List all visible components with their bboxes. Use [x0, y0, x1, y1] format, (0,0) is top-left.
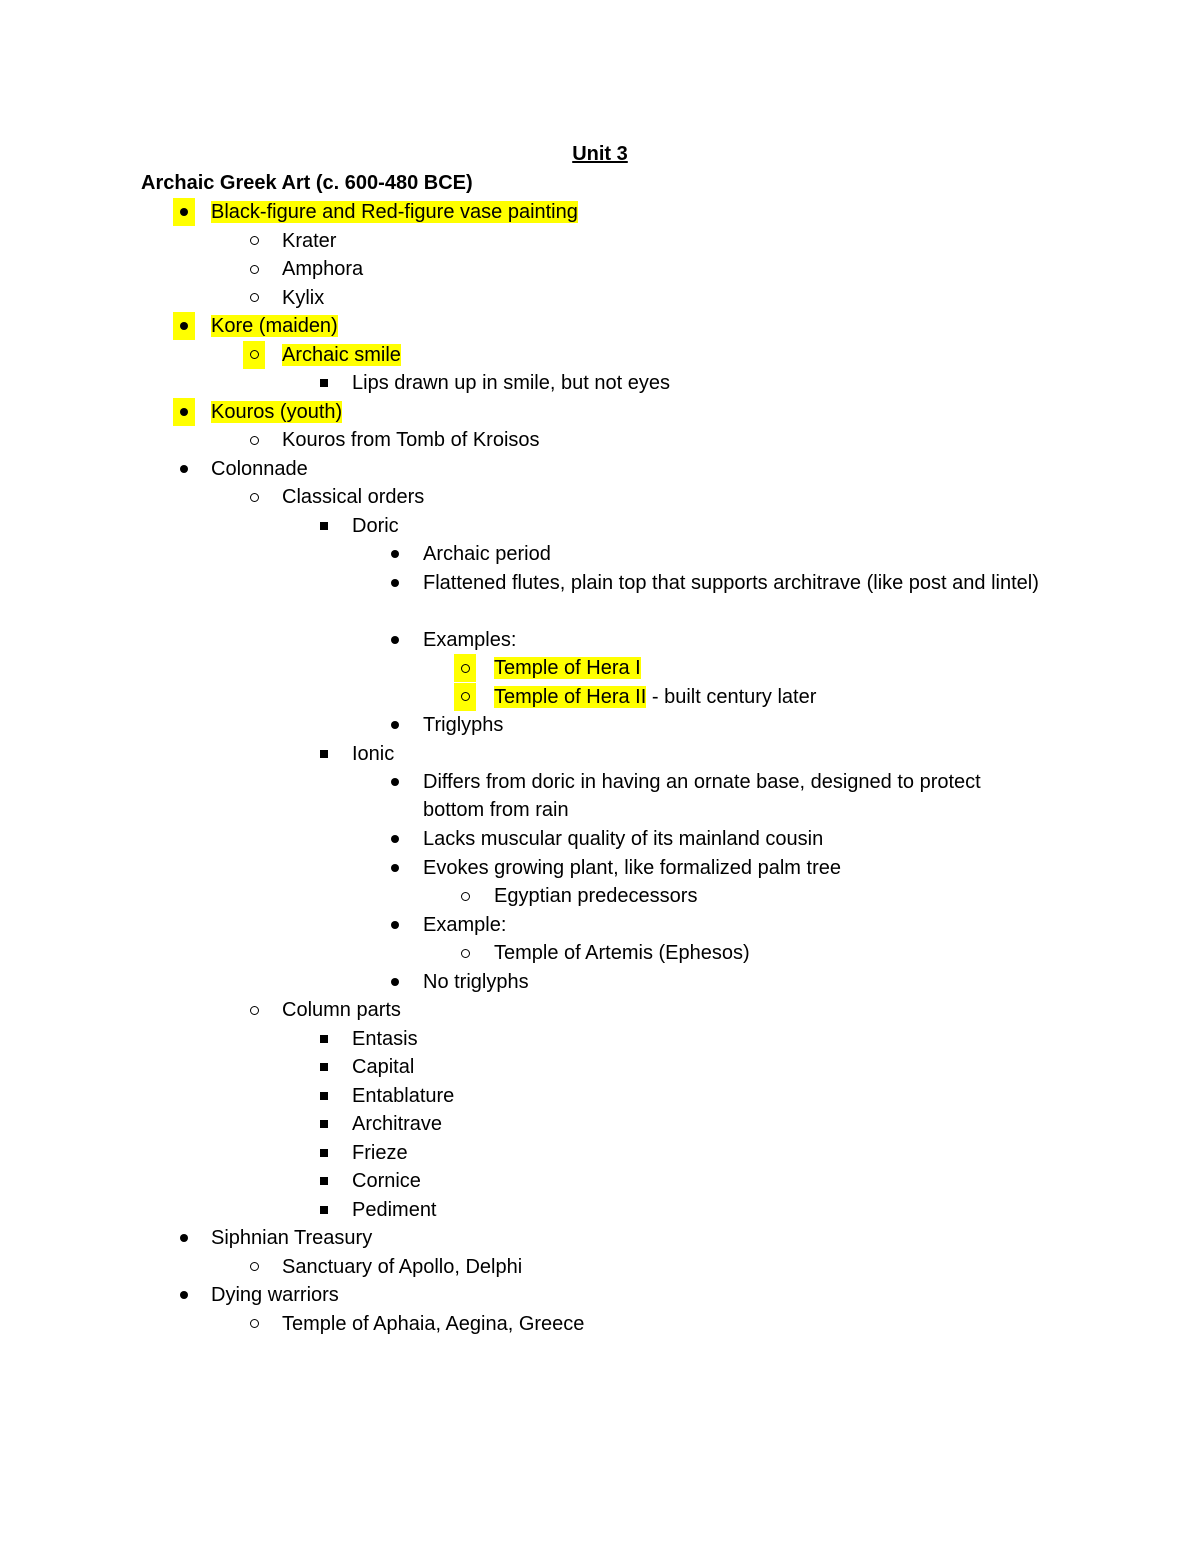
list-item-text — [282, 1310, 584, 1338]
list-item-label: Kouros from Tomb of Kroisos — [282, 429, 540, 451]
square-bullet-icon — [316, 1167, 332, 1195]
list-item-text — [282, 227, 336, 255]
list-item-label: Amphora — [282, 258, 364, 280]
list-item-text — [423, 911, 506, 939]
disc-bullet-icon — [387, 968, 403, 996]
circle-bullet-icon — [246, 1310, 262, 1338]
list-item-label: Entablature — [352, 1084, 455, 1107]
list-item — [0, 683, 1200, 712]
list-item-text — [211, 198, 578, 226]
list-item — [0, 1082, 1200, 1111]
list-item-text — [352, 1196, 437, 1224]
circle-bullet-icon — [457, 882, 473, 910]
list-item — [0, 939, 1200, 968]
list-item-text — [352, 1110, 442, 1138]
square-bullet-icon — [316, 1053, 332, 1081]
list-item-text — [282, 426, 540, 454]
list-item-label: No triglyphs — [423, 970, 529, 993]
list-item — [0, 1053, 1200, 1082]
list-item-text — [423, 569, 1040, 597]
list-item — [0, 455, 1200, 484]
list-item-label: Egyptian predecessors — [494, 885, 698, 907]
list-item — [0, 483, 1200, 512]
list-item-label: Temple of Hera I — [494, 657, 641, 679]
list-item-text — [494, 683, 816, 711]
list-item-text — [282, 284, 324, 312]
disc-bullet-icon — [176, 1281, 192, 1309]
list-item-label: Krater — [282, 229, 337, 252]
list-item — [0, 882, 1200, 911]
list-item-text — [282, 255, 363, 283]
list-item-text — [211, 455, 308, 483]
list-item-label: Temple of Hera II — [494, 685, 647, 708]
list-item-label: Flattened flutes, plain top that supports architrave (like post and lintel) — [423, 571, 1039, 594]
list-item-text — [423, 540, 551, 568]
list-item-text — [423, 825, 823, 853]
circle-bullet-icon — [457, 939, 473, 967]
list-item-text — [282, 1253, 522, 1281]
circle-bullet-icon — [246, 284, 262, 312]
list-item-label: Example: — [423, 913, 507, 936]
square-bullet-icon — [316, 1082, 332, 1110]
list-item-label: Sanctuary of Apollo, Delphi — [282, 1255, 523, 1278]
list-item-label: Doric — [352, 514, 399, 537]
list-item-label: Frieze — [352, 1141, 408, 1164]
list-item — [0, 569, 1200, 626]
list-item — [0, 1224, 1200, 1253]
disc-bullet-icon — [387, 768, 403, 796]
list-item — [0, 911, 1200, 940]
list-item — [0, 654, 1200, 683]
list-item-label: Kouros (youth) — [211, 400, 343, 423]
list-item — [0, 768, 1200, 825]
list-item-label: Column parts — [282, 999, 401, 1021]
disc-bullet-icon — [173, 198, 195, 226]
list-item-text — [282, 996, 401, 1024]
circle-bullet-icon — [243, 341, 265, 369]
circle-bullet-icon — [246, 426, 262, 454]
list-item-text — [211, 1224, 372, 1252]
list-item-suffix: - built century later — [646, 685, 817, 708]
list-item-text — [423, 626, 516, 654]
list-item-text — [494, 882, 697, 910]
list-item-label: Archaic period — [423, 543, 551, 565]
list-item-text — [352, 512, 399, 540]
list-item-label: Capital — [352, 1056, 415, 1078]
disc-bullet-icon — [173, 398, 195, 426]
list-item-text — [352, 1139, 408, 1167]
circle-bullet-icon — [246, 483, 262, 511]
list-item-text — [282, 341, 401, 369]
list-item-text — [352, 1053, 414, 1081]
list-item-label: Architrave — [352, 1113, 443, 1135]
list-item — [0, 996, 1200, 1025]
list-item — [0, 711, 1200, 740]
page-title: Unit 3 — [572, 143, 628, 165]
list-item-label: Dying warriors — [211, 1284, 339, 1306]
square-bullet-icon — [316, 1110, 332, 1138]
disc-bullet-icon — [387, 711, 403, 739]
square-bullet-icon — [316, 1196, 332, 1224]
circle-bullet-icon — [454, 654, 476, 682]
list-item — [0, 854, 1200, 883]
list-item — [0, 284, 1200, 313]
list-item — [0, 1281, 1200, 1310]
square-bullet-icon — [316, 512, 332, 540]
circle-bullet-icon — [454, 683, 476, 711]
list-item-text — [494, 939, 750, 967]
list-item — [0, 398, 1200, 427]
list-item-text — [352, 740, 394, 768]
list-item-label: Cornice — [352, 1170, 421, 1192]
list-item-label: Examples: — [423, 628, 517, 651]
list-item-label: Evokes growing plant, like formalized palm tree — [423, 856, 841, 879]
list-item-text — [423, 768, 1040, 824]
list-item-text — [494, 654, 641, 682]
list-item-text — [352, 1082, 454, 1110]
list-item — [0, 825, 1200, 854]
list-item — [0, 1167, 1200, 1196]
list-item-label: Kylix — [282, 286, 325, 309]
section-heading: Archaic Greek Art (c. 600-480 BCE) — [141, 172, 473, 194]
list-item-text — [352, 1167, 421, 1195]
list-item — [0, 227, 1200, 256]
list-item-label: Siphnian Treasury — [211, 1227, 373, 1249]
list-item-label: Kore (maiden) — [211, 315, 338, 337]
disc-bullet-icon — [387, 626, 403, 654]
list-item-label: Differs from doric in having an ornate base, designed to protect bottom from rain — [423, 771, 981, 821]
list-item-text — [352, 369, 670, 397]
list-item — [0, 540, 1200, 569]
list-item-label: Lacks muscular quality of its mainland cousin — [423, 828, 824, 850]
list-item-label: Black-figure and Red-figure vase painting — [211, 201, 578, 223]
square-bullet-icon — [316, 1139, 332, 1167]
list-item — [0, 1310, 1200, 1339]
list-item-label: Classical orders — [282, 486, 425, 508]
list-item — [0, 1110, 1200, 1139]
disc-bullet-icon — [176, 1224, 192, 1252]
list-item-label: Archaic smile — [282, 343, 401, 366]
square-bullet-icon — [316, 369, 332, 397]
list-item — [0, 512, 1200, 541]
list-item-label: Triglyphs — [423, 714, 504, 736]
square-bullet-icon — [316, 740, 332, 768]
list-item — [0, 312, 1200, 341]
disc-bullet-icon — [387, 854, 403, 882]
list-item — [0, 1025, 1200, 1054]
list-item — [0, 1253, 1200, 1282]
list-item-text — [282, 483, 424, 511]
list-item-label: Ionic — [352, 742, 395, 765]
disc-bullet-icon — [387, 540, 403, 568]
disc-bullet-icon — [387, 569, 403, 597]
list-item — [0, 1139, 1200, 1168]
list-item — [0, 369, 1200, 398]
disc-bullet-icon — [173, 312, 195, 340]
list-item-text — [211, 398, 342, 426]
square-bullet-icon — [316, 1025, 332, 1053]
list-item — [0, 341, 1200, 370]
disc-bullet-icon — [387, 825, 403, 853]
list-item-label: Pediment — [352, 1198, 437, 1221]
disc-bullet-icon — [176, 455, 192, 483]
circle-bullet-icon — [246, 227, 262, 255]
circle-bullet-icon — [246, 1253, 262, 1281]
list-item — [0, 626, 1200, 655]
circle-bullet-icon — [246, 996, 262, 1024]
list-item-label: Lips drawn up in smile, but not eyes — [352, 372, 670, 394]
list-item-text — [211, 312, 338, 340]
list-item — [0, 968, 1200, 997]
list-item — [0, 198, 1200, 227]
list-item-label: Entasis — [352, 1027, 418, 1050]
list-item-text — [211, 1281, 339, 1309]
list-item-label: Colonnade — [211, 457, 308, 480]
list-item-text — [423, 968, 529, 996]
list-item — [0, 255, 1200, 284]
list-item-text — [423, 711, 503, 739]
circle-bullet-icon — [246, 255, 262, 283]
list-item — [0, 1196, 1200, 1225]
list-item-text — [423, 854, 841, 882]
list-item-text — [352, 1025, 418, 1053]
list-item — [0, 740, 1200, 769]
disc-bullet-icon — [387, 911, 403, 939]
list-item-label: Temple of Aphaia, Aegina, Greece — [282, 1312, 585, 1335]
list-item — [0, 426, 1200, 455]
list-item-label: Temple of Artemis (Ephesos) — [494, 942, 750, 964]
